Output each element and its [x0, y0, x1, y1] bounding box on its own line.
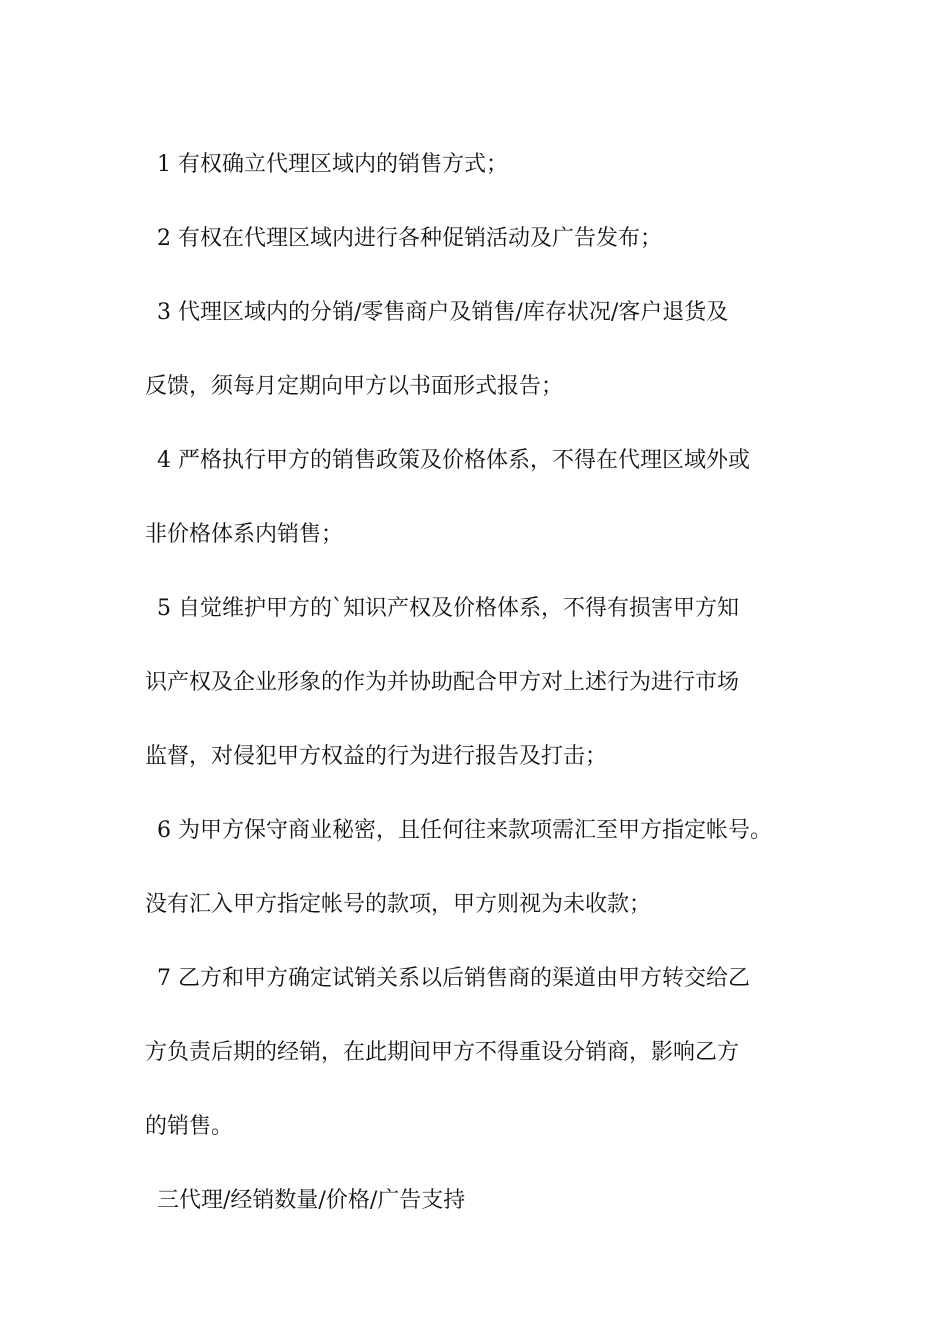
clause-5-line-3: 监督，对侵犯甲方权益的行为进行报告及打击； [145, 744, 608, 769]
clause-5-line-2: 识产权及企业形象的作为并协助配合甲方对上述行为进行市场 [145, 670, 740, 695]
clause-7-line-3: 的销售。 [145, 1114, 234, 1139]
clause-6-line-2: 没有汇入甲方指定帐号的款项，甲方则视为未收款； [145, 892, 652, 917]
clause-2: 2 有权在代理区域内进行各种促销活动及广告发布； [157, 226, 662, 251]
clause-7-line-2: 方负责后期的经销，在此期间甲方不得重设分销商，影响乙方 [145, 1040, 740, 1065]
section-heading-3: 三代理/经销数量/价格/广告支持 [157, 1188, 466, 1213]
clause-3-line-1: 3 代理区域内的分销/零售商户及销售/库存状况/客户退货及 [157, 300, 729, 325]
clause-4-line-2: 非价格体系内销售； [145, 522, 344, 547]
clause-7-line-1: 7 乙方和甲方确定试销关系以后销售商的渠道由甲方转交给乙 [157, 966, 750, 991]
document-body [145, 128, 835, 1238]
clause-5-line-1: 5 自觉维护甲方的`知识产权及价格体系，不得有损害甲方知 [157, 596, 739, 621]
clause-3-line-2: 反馈，须每月定期向甲方以书面形式报告； [145, 374, 564, 399]
clause-1: 1 有权确立代理区域内的销售方式； [157, 152, 508, 177]
clause-6-line-1: 6 为甲方保守商业秘密，且任何往来款项需汇至甲方指定帐号。 [157, 818, 772, 843]
clause-4-line-1: 4 严格执行甲方的销售政策及价格体系，不得在代理区域外或 [157, 448, 750, 473]
